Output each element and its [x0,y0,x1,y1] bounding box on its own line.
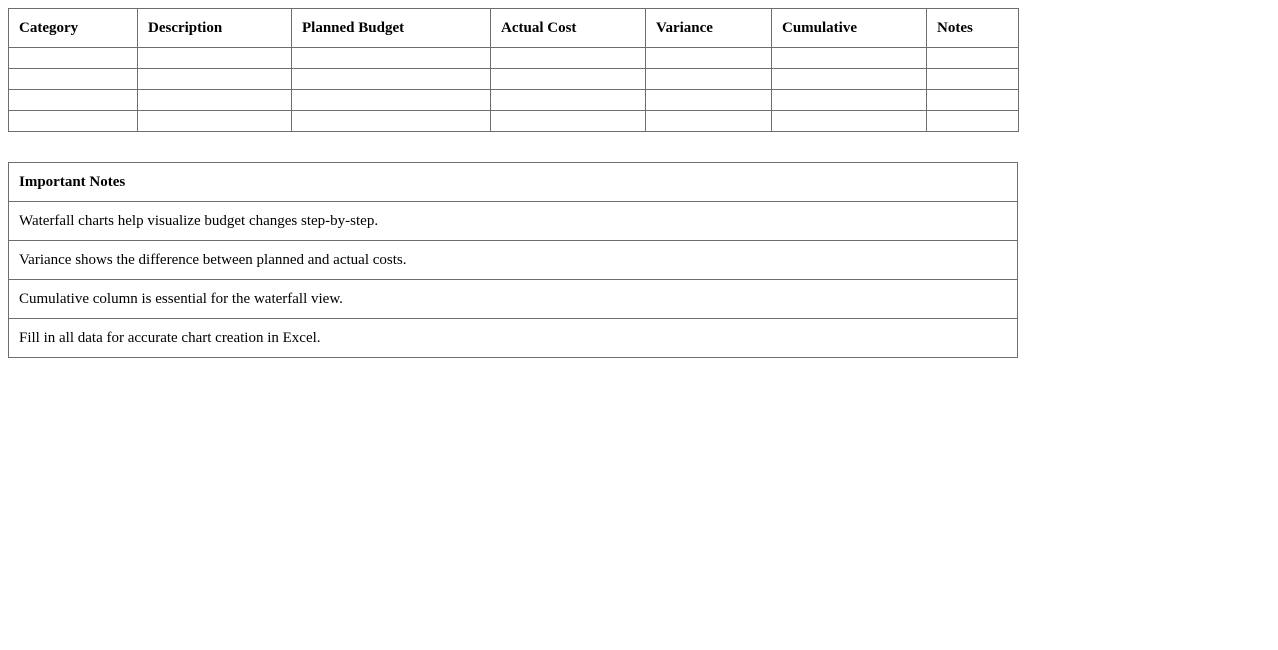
table-cell[interactable] [292,48,491,69]
table-row [9,69,1019,90]
table-cell[interactable] [138,90,292,111]
table-row [9,90,1019,111]
column-header-description: Description [138,9,292,48]
table-cell[interactable] [138,111,292,132]
table-cell[interactable] [646,48,772,69]
column-header-variance: Variance [646,9,772,48]
table-cell[interactable] [491,69,646,90]
budget-table-header-row [9,9,1019,48]
table-cell[interactable] [9,90,138,111]
column-header-cumulative: Cumulative [772,9,927,48]
column-header-actual-cost: Actual Cost [491,9,646,48]
table-cell[interactable] [772,90,927,111]
table-cell[interactable] [491,48,646,69]
note-text: Waterfall charts help visualize budget changes step-by-step. [9,202,1018,241]
table-cell[interactable] [138,48,292,69]
column-header-category: Category [9,9,138,48]
column-header-planned-budget: Planned Budget [292,9,491,48]
notes-header-row [9,163,1018,202]
table-cell[interactable] [646,69,772,90]
table-cell[interactable] [927,69,1019,90]
table-cell[interactable] [646,90,772,111]
column-header-notes: Notes [927,9,1019,48]
table-cell[interactable] [9,48,138,69]
table-cell[interactable] [927,48,1019,69]
table-cell[interactable] [772,111,927,132]
note-text: Cumulative column is essential for the waterfall view. [9,280,1018,319]
notes-heading: Important Notes [9,163,1018,202]
table-row [9,111,1019,132]
table-cell[interactable] [772,48,927,69]
list-item [9,280,1018,319]
table-cell[interactable] [772,69,927,90]
table-cell[interactable] [9,69,138,90]
table-cell[interactable] [292,69,491,90]
table-cell[interactable] [138,69,292,90]
budget-table [8,8,1019,132]
note-text: Variance shows the difference between planned and actual costs. [9,241,1018,280]
table-cell[interactable] [927,111,1019,132]
list-item [9,319,1018,358]
table-row [9,48,1019,69]
list-item [9,202,1018,241]
list-item [9,241,1018,280]
table-cell[interactable] [292,90,491,111]
table-cell[interactable] [646,111,772,132]
table-cell[interactable] [292,111,491,132]
table-cell[interactable] [491,90,646,111]
table-cell[interactable] [927,90,1019,111]
note-text: Fill in all data for accurate chart creation in Excel. [9,319,1018,358]
table-cell[interactable] [9,111,138,132]
important-notes-table [8,162,1018,358]
table-cell[interactable] [491,111,646,132]
